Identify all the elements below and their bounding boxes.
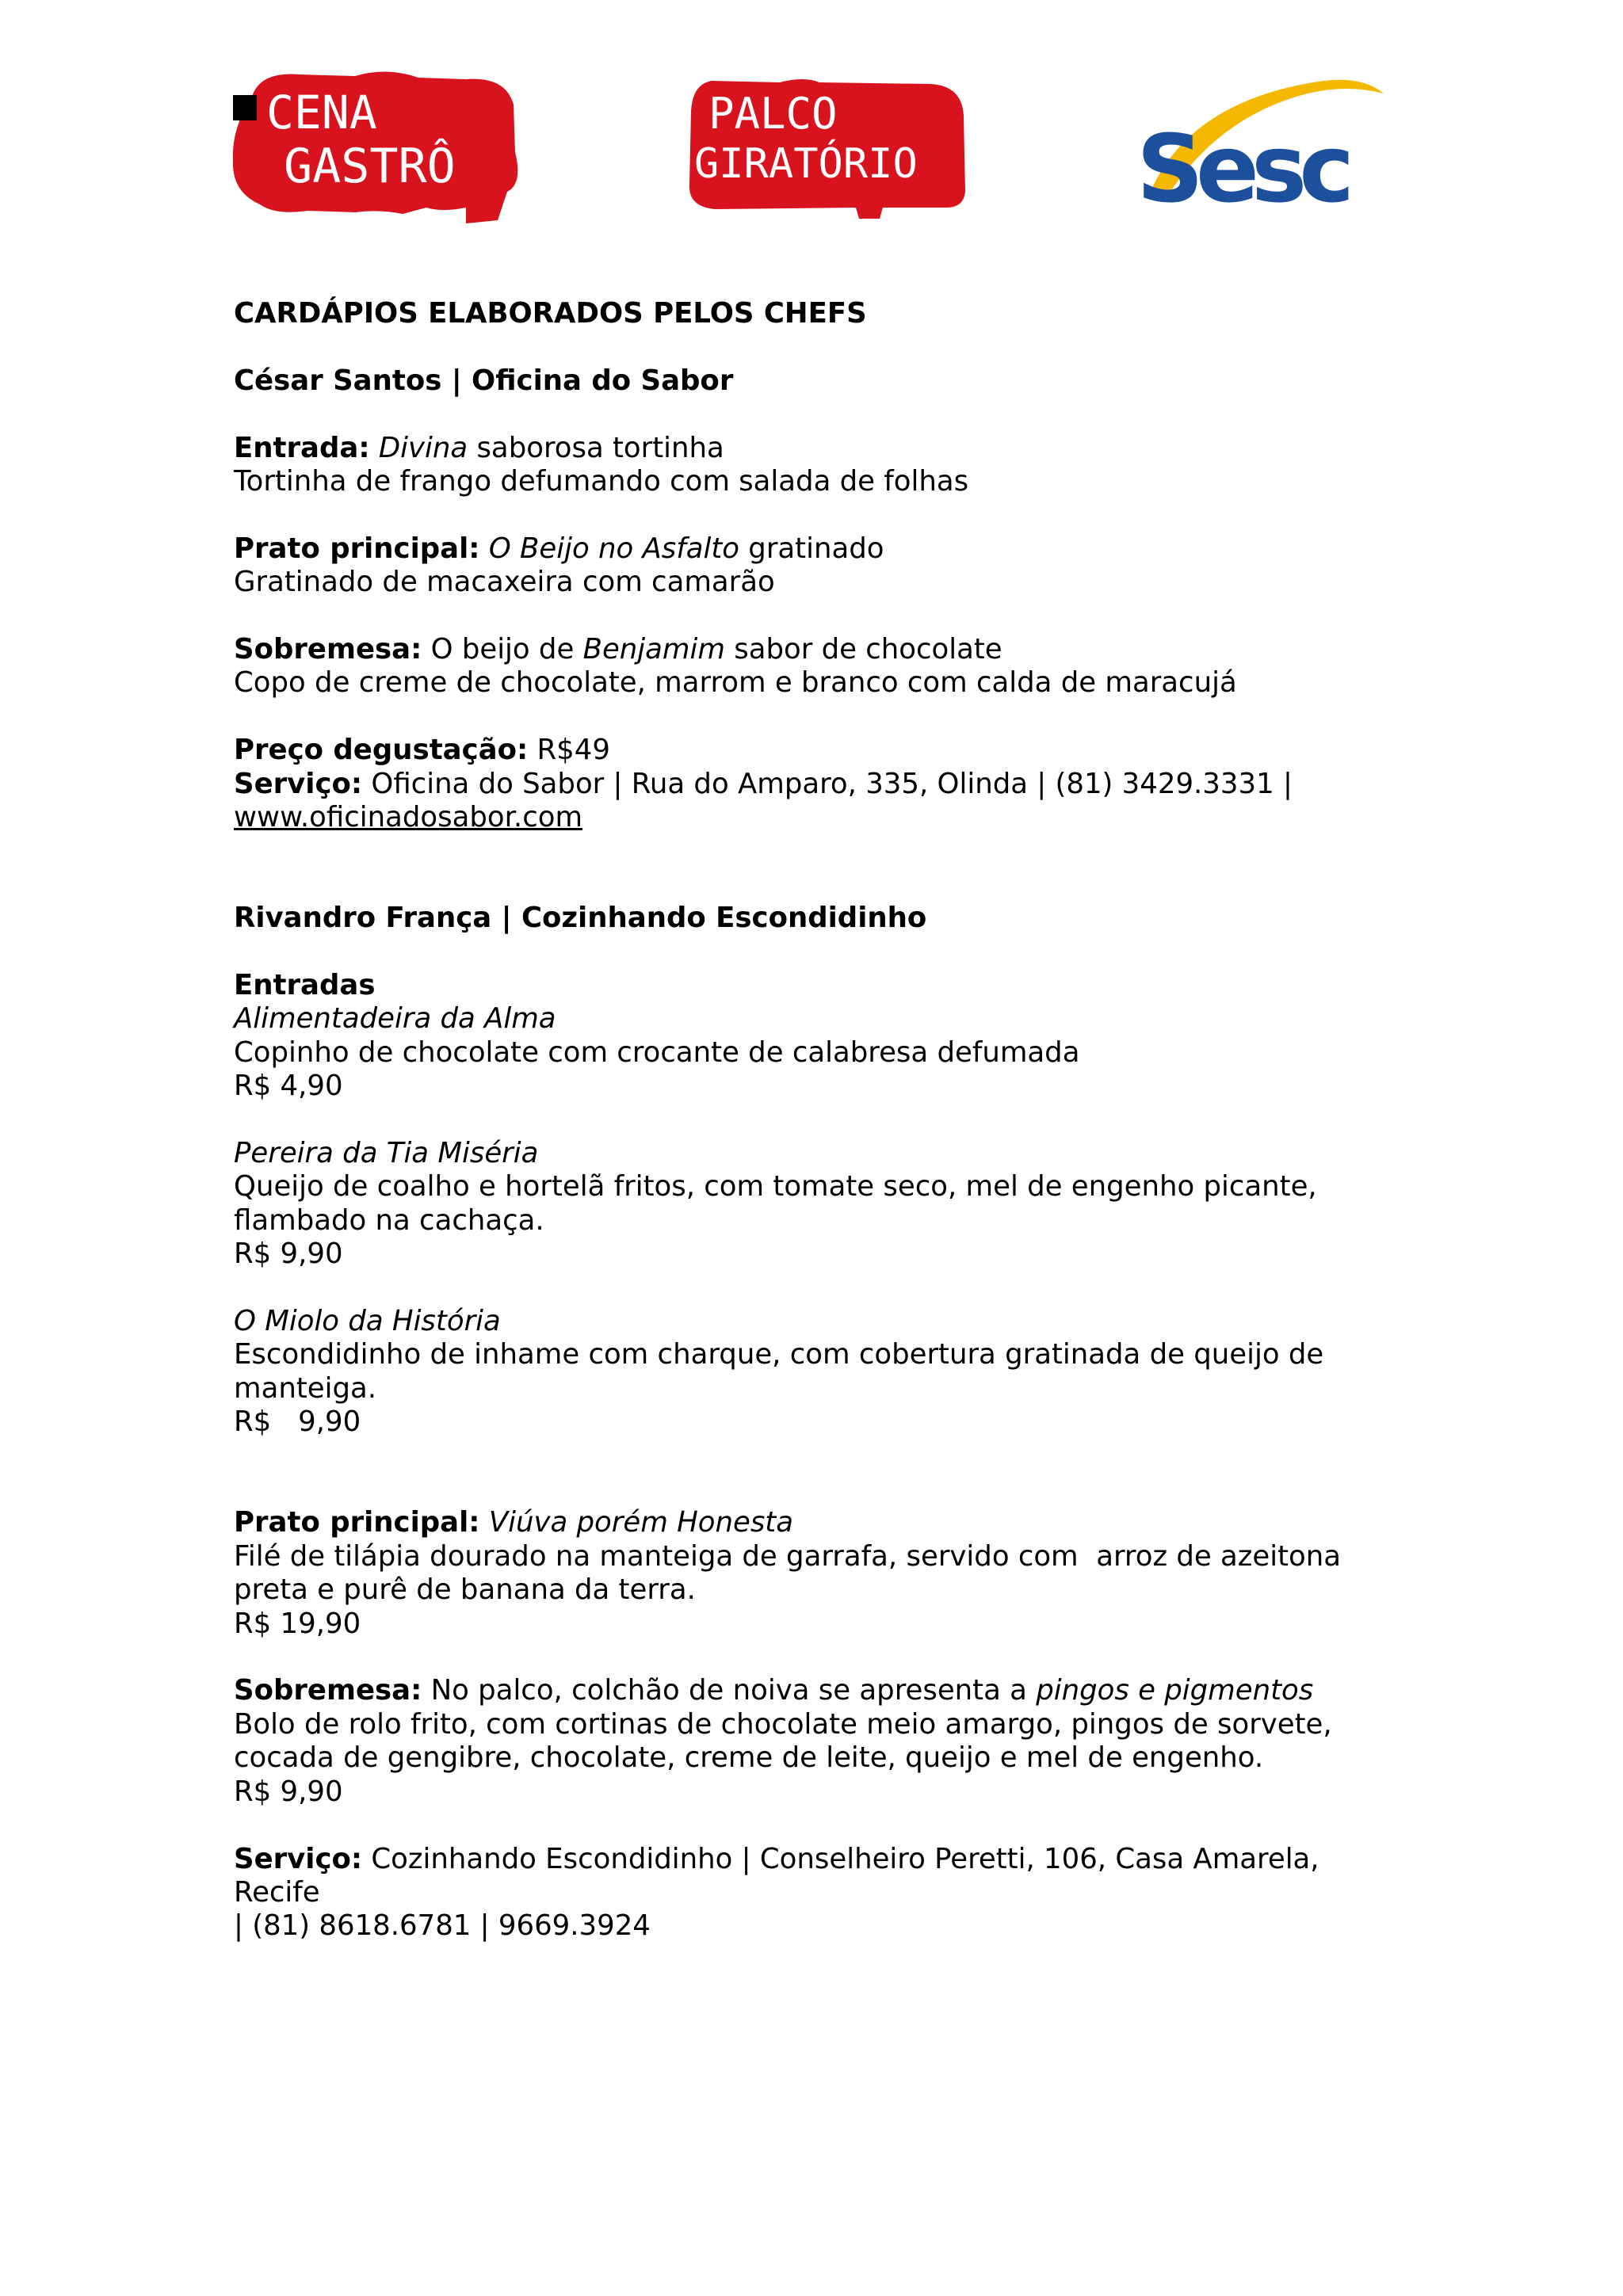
- page-title: CARDÁPIOS ELABORADOS PELOS CHEFS: [234, 297, 867, 330]
- chef2-entrada-1-desc: Copinho de chocolate com crocante de calabresa defumada: [234, 1035, 1080, 1069]
- sesc-logo: [1133, 76, 1387, 212]
- cena-gastro-line1: CENA: [266, 86, 377, 139]
- chef2-entrada-2-name: Pereira da Tia Miséria: [234, 1137, 539, 1170]
- chef1-heading: César Santos | Oficina do Sabor: [234, 364, 734, 397]
- chef2-sobremesa-desc: cocada de gengibre, chocolate, creme de leite, queijo e mel de engenho.: [234, 1741, 1264, 1775]
- document-body: [234, 297, 1407, 1943]
- cena-gastro-line2: GASTRÔ: [284, 139, 456, 194]
- chef2-entrada-2-desc: flambado na cachaça.: [234, 1203, 544, 1237]
- palco-giratorio-logo: [685, 73, 970, 220]
- chef2-entrada-2-desc: Queijo de coalho e hortelã fritos, com tomate seco, mel de engenho picante,: [234, 1170, 1317, 1203]
- chef2-entrada-2-price: R$ 9,90: [234, 1238, 343, 1271]
- chef1-sobremesa: Sobremesa: O beijo de Benjamim sabor de chocolate: [234, 633, 1002, 666]
- logo-header: [0, 0, 1623, 238]
- chef1-principal: Prato principal: O Beijo no Asfalto gratinado: [234, 532, 884, 565]
- cena-gastro-logo: [228, 65, 533, 228]
- palco-giratorio-line1: PALCO: [708, 89, 838, 139]
- chef1-website-link[interactable]: www.oficinadosabor.com: [234, 801, 583, 834]
- chef1-principal-desc: Gratinado de macaxeira com camarão: [234, 566, 775, 599]
- chef2-servico-contacts: | (81) 8618.6781 | 9669.3924: [234, 1909, 651, 1943]
- chef1-servico: Serviço: Oficina do Sabor | Rua do Amparo, 335, Olinda | (81) 3429.3331 |: [234, 767, 1293, 800]
- chef2-entrada-3-desc: manteiga.: [234, 1371, 377, 1405]
- chef2-sobremesa-price: R$ 9,90: [234, 1775, 343, 1808]
- chef2-entrada-3-price: R$ 9,90: [234, 1405, 361, 1439]
- chef2-servico: Serviço: Cozinhando Escondidinho | Conselheiro Peretti, 106, Casa Amarela, Recife: [234, 1842, 1319, 1909]
- chef2-entrada-3-name: O Miolo da História: [234, 1305, 501, 1338]
- chef2-entradas-label: Entradas: [234, 969, 376, 1002]
- palco-giratorio-line2: GIRATÓRIO: [694, 140, 918, 188]
- chef2-entrada-1-price: R$ 4,90: [234, 1070, 343, 1103]
- chef2-principal: Prato principal: Viúva porém Honesta: [234, 1506, 793, 1539]
- chef2-heading: Rivandro França | Cozinhando Escondidinho: [234, 902, 927, 935]
- sesc-logo-text: Sesc: [1136, 114, 1347, 212]
- chef1-sobremesa-desc: Copo de creme de chocolate, marrom e branco com calda de maracujá: [234, 666, 1237, 700]
- chef2-principal-desc: preta e purê de banana da terra.: [234, 1573, 696, 1607]
- chef2-sobremesa-desc: Bolo de rolo frito, com cortinas de chocolate meio amargo, pingos de sorvete,: [234, 1707, 1332, 1741]
- chef1-entrada-desc: Tortinha de frango defumando com salada de folhas: [234, 465, 969, 498]
- chef2-sobremesa: Sobremesa: No palco, colchão de noiva se apresenta a pingos e pigmentos: [234, 1674, 1314, 1707]
- chef1-preco: Preço degustação: R$49: [234, 734, 610, 767]
- chef2-principal-price: R$ 19,90: [234, 1607, 361, 1640]
- chef2-principal-desc: Filé de tilápia dourado na manteiga de garrafa, servido com arroz de azeitona: [234, 1539, 1342, 1573]
- chef2-entrada-1-name: Alimentadeira da Alma: [234, 1002, 556, 1035]
- chef1-entrada: Entrada: Divina saborosa tortinha: [234, 431, 724, 464]
- chef2-entrada-3-desc: Escondidinho de inhame com charque, com cobertura gratinada de queijo de: [234, 1338, 1324, 1371]
